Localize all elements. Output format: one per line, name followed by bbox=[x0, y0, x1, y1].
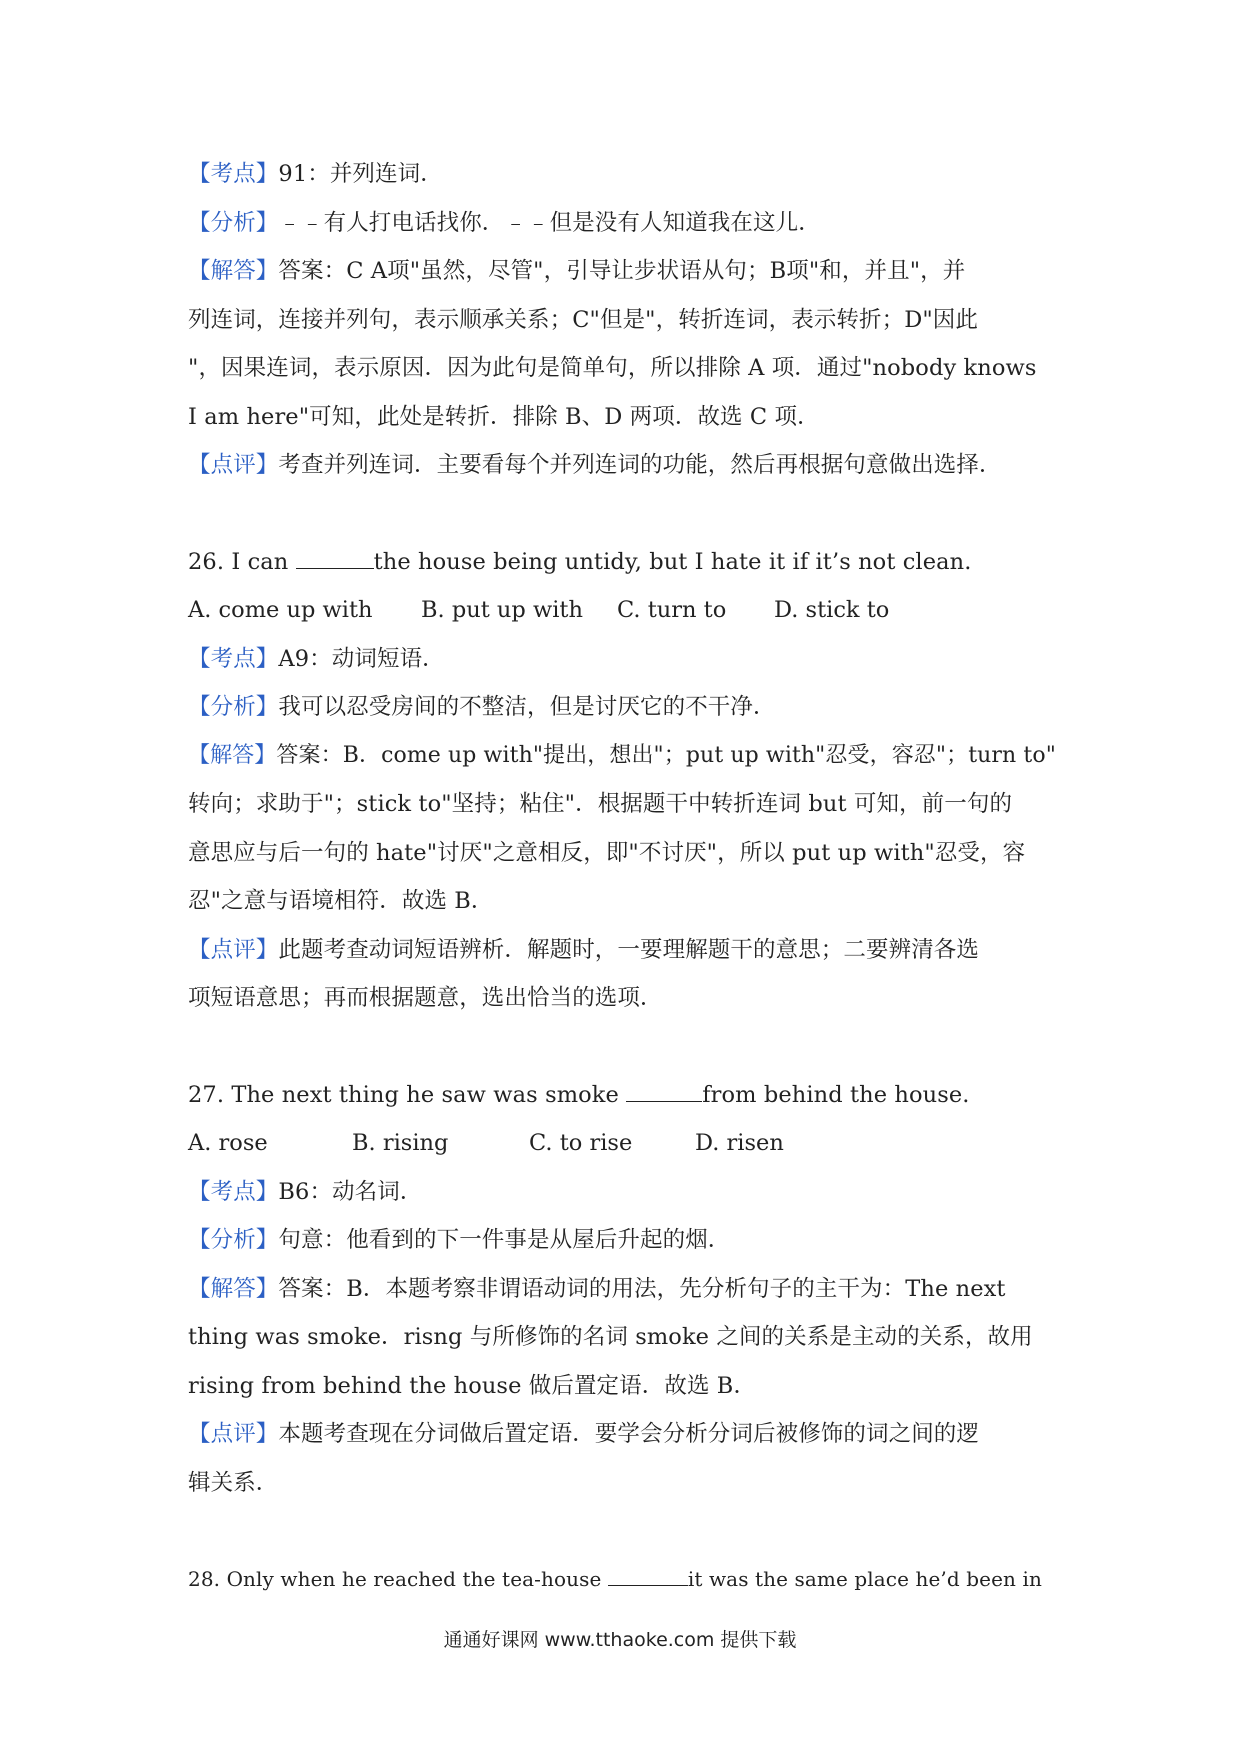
stem-after: it was the same place he’d been in bbox=[687, 1567, 1042, 1591]
stem-after: the house being untidy, but I hate it if it’s not clean. bbox=[373, 548, 972, 575]
dianping-line: 项短语意思；再而根据题意，选出恰当的选项． bbox=[188, 985, 663, 1011]
fenxi-tag: 【分析】 bbox=[188, 209, 279, 236]
options-row bbox=[188, 1119, 1058, 1168]
jieda-line: rising from behind the house 做后置定语．故选 B． bbox=[188, 1372, 757, 1399]
question-26 bbox=[188, 538, 1058, 1023]
jieda-text: 答案：B．come up with"提出，想出"；put up with"忍受，容忍"；turn to" bbox=[276, 742, 1056, 768]
dianping-text: 考查并列连词．主要看每个并列连词的功能，然后再根据句意做出选择． bbox=[278, 452, 1002, 478]
dianping-line bbox=[188, 441, 1058, 490]
fenxi-tag: 【分析】 bbox=[188, 1227, 279, 1253]
stem-before: 27. The next thing he saw was smoke bbox=[188, 1081, 627, 1108]
q25-explanation bbox=[188, 150, 1058, 490]
dianping-tag: 【点评】 bbox=[188, 1421, 279, 1447]
question-stem bbox=[188, 538, 1058, 587]
dianping-line: 辑关系． bbox=[188, 1469, 279, 1496]
options-row bbox=[188, 586, 1058, 635]
fenxi-line bbox=[188, 683, 1058, 732]
jieda-line: "，因果连词，表示原因．因为此句是简单句，所以排除 A 项．通过"nobody knows bbox=[188, 355, 1037, 381]
jieda-line: 忍"之意与语境相符．故选 B． bbox=[188, 888, 494, 914]
stem-after: from behind the house. bbox=[702, 1081, 970, 1108]
jieda-line: 转向；求助于"；stick to"坚持；粘住"．根据题干中转折连词 but 可知，前一句的 bbox=[188, 791, 1013, 817]
question-stem bbox=[188, 1555, 1058, 1604]
option-a: A. come up with bbox=[188, 597, 373, 623]
kaodian-tag: 【考点】 bbox=[188, 645, 279, 672]
jieda-line bbox=[188, 732, 1058, 781]
answer-blank bbox=[296, 548, 374, 569]
kaodian-line bbox=[188, 150, 1058, 199]
jieda-line bbox=[188, 247, 1058, 296]
answer-blank bbox=[626, 1081, 702, 1102]
document-page bbox=[188, 150, 1058, 1604]
jieda-line bbox=[188, 1265, 1058, 1314]
jieda-tag: 【解答】 bbox=[188, 1275, 279, 1302]
jieda-line: 意思应与后一句的 hate"讨厌"之意相反，即"不讨厌"，所以 put up with"忍受，容 bbox=[188, 839, 1026, 866]
jieda-line: thing was smoke．risng 与所修饰的名词 smoke 之间的关系是主动的关系，故用 bbox=[188, 1324, 1033, 1350]
jieda-text: 答案：C A项"虽然，尽管"，引导让步状语从句；B项"和，并且"，并 bbox=[278, 258, 966, 284]
dianping-tag: 【点评】 bbox=[188, 452, 279, 478]
kaodian-text: 91：并列连词． bbox=[278, 161, 443, 187]
option-d: D. stick to bbox=[774, 597, 890, 623]
fenxi-line bbox=[188, 1216, 1058, 1265]
kaodian-text: B6：动名词． bbox=[278, 1178, 423, 1205]
dianping-tag: 【点评】 bbox=[188, 936, 279, 963]
jieda-line: I am here"可知，此处是转折．排除 B、D 两项．故选 C 项． bbox=[188, 403, 820, 430]
dianping-text: 本题考查现在分词做后置定语．要学会分析分词后被修饰的词之间的逻 bbox=[278, 1421, 980, 1447]
stem-before: 26. I can bbox=[188, 548, 296, 575]
fenxi-line bbox=[188, 199, 1058, 248]
stem-before: 28. Only when he reached the tea-house bbox=[188, 1567, 608, 1591]
fenxi-text: 句意：他看到的下一件事是从屋后升起的烟． bbox=[278, 1227, 731, 1253]
option-a: A. rose bbox=[188, 1130, 268, 1156]
dianping-line bbox=[188, 926, 1058, 975]
dianping-line bbox=[188, 1410, 1058, 1459]
fenxi-tag: 【分析】 bbox=[188, 694, 279, 720]
jieda-tag: 【解答】 bbox=[188, 258, 279, 284]
kaodian-tag: 【考点】 bbox=[188, 1178, 279, 1205]
spacer bbox=[188, 1507, 1058, 1555]
fenxi-text: 我可以忍受房间的不整洁，但是讨厌它的不干净． bbox=[278, 694, 776, 720]
question-28 bbox=[188, 1555, 1058, 1604]
jieda-text: 答案：B．本题考察非谓语动词的用法，先分析句子的主干为：The next bbox=[278, 1275, 1006, 1302]
option-b: B. put up with bbox=[421, 597, 583, 623]
answer-blank bbox=[608, 1565, 688, 1586]
dianping-text: 此题考查动词短语辨析．解题时，一要理解题干的意思；二要辨清各选 bbox=[278, 936, 980, 963]
kaodian-line bbox=[188, 635, 1058, 684]
kaodian-tag: 【考点】 bbox=[188, 161, 279, 187]
page-footer: 通通好课网 www.tthaoke.com 提供下载 bbox=[443, 1629, 797, 1651]
option-c: C. turn to bbox=[617, 597, 727, 623]
spacer bbox=[188, 490, 1058, 538]
spacer bbox=[188, 1023, 1058, 1071]
jieda-tag: 【解答】 bbox=[188, 742, 277, 768]
kaodian-text: A9：动词短语． bbox=[278, 645, 445, 672]
option-c: C. to rise bbox=[529, 1130, 633, 1156]
option-d: D. risen bbox=[695, 1130, 784, 1156]
jieda-line: 列连词，连接并列句，表示顺承关系；C"但是"，转折连词，表示转折；D"因此 bbox=[188, 306, 979, 333]
fenxi-text: ﹣﹣有人打电话找你．﹣﹣但是没有人知道我在这儿． bbox=[278, 209, 821, 236]
kaodian-line bbox=[188, 1168, 1058, 1217]
question-stem bbox=[188, 1071, 1058, 1120]
option-b: B. rising bbox=[352, 1130, 449, 1156]
question-27 bbox=[188, 1071, 1058, 1508]
